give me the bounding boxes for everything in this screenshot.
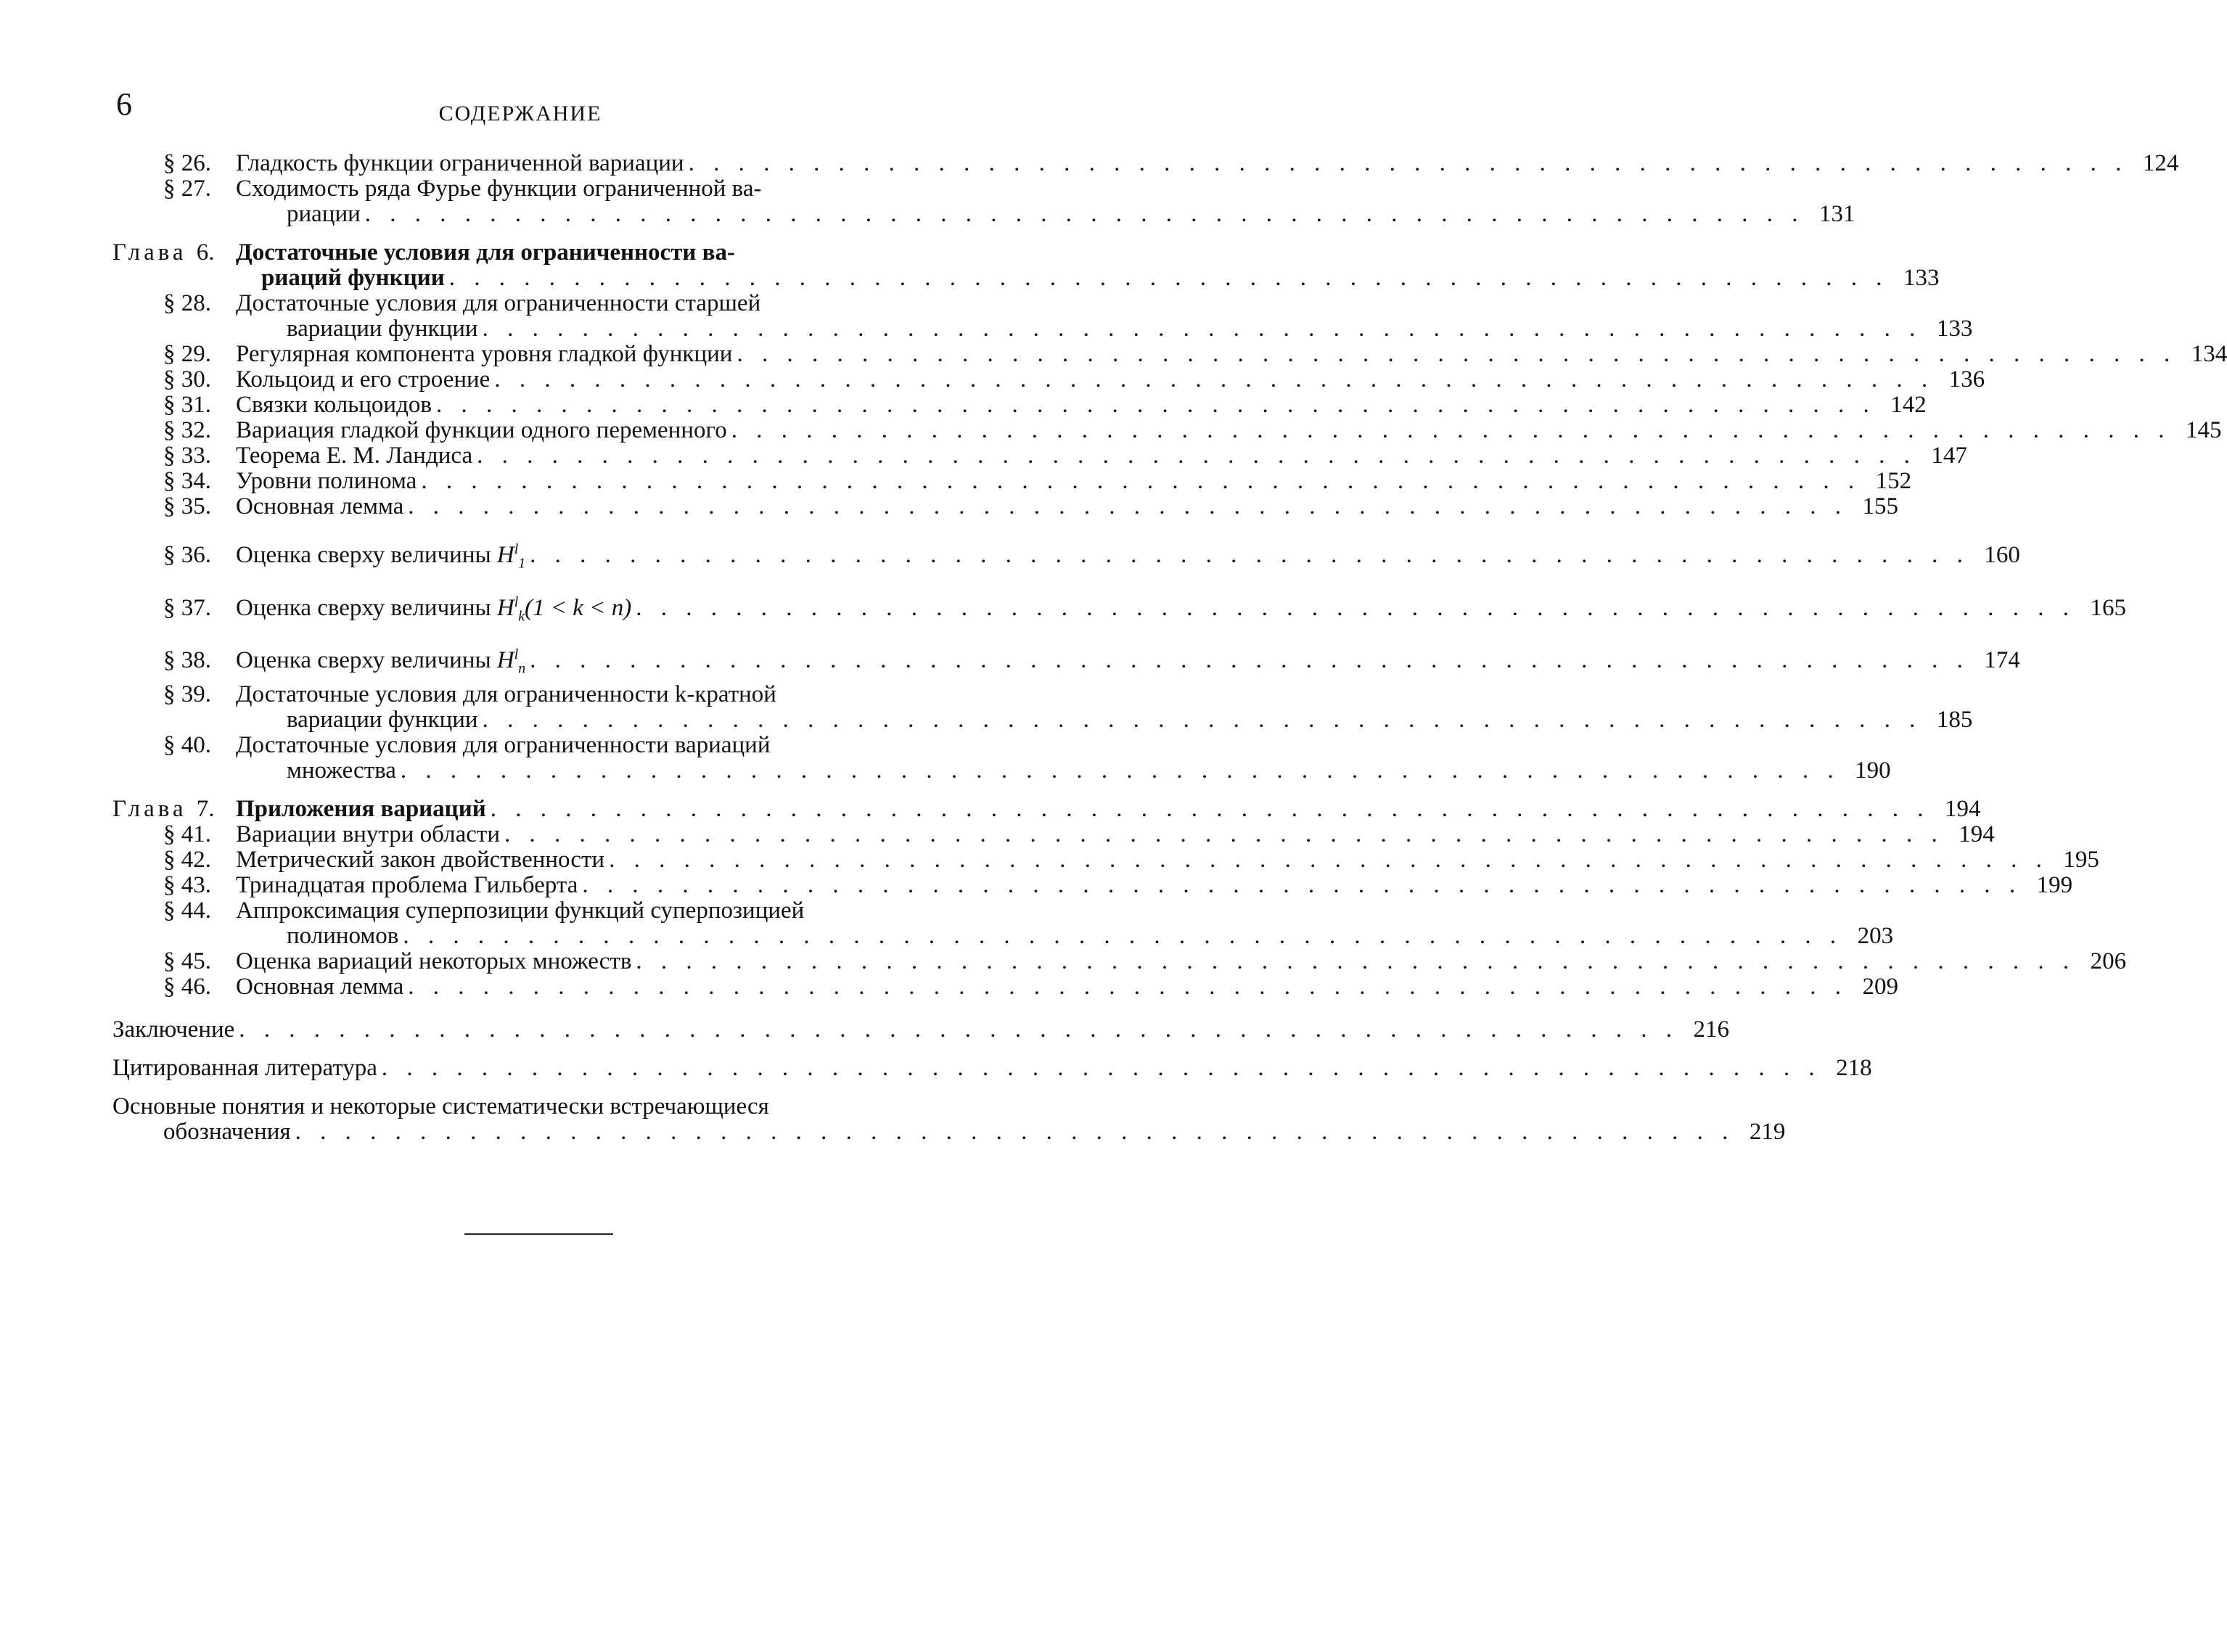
toc-entry-s35 (112, 493, 1899, 519)
section-title: Регулярная компонента уровня гладкой функции (236, 341, 733, 367)
section-title: Вариации внутри области (236, 821, 500, 847)
page-ref: 165 (2090, 594, 2126, 621)
entry-title: Основные понятия и некоторые систематически встречающиеся (112, 1093, 769, 1119)
section-number: § 41. (163, 821, 211, 847)
toc-entry-s41 (112, 821, 1995, 847)
chapter-title: Достаточные условия для ограниченности ва- (236, 239, 735, 266)
page-ref: 155 (1862, 493, 1899, 519)
page-ref: 195 (2063, 846, 2099, 873)
page-ref: 203 (1857, 922, 1894, 949)
entry-title: Заключение (112, 1016, 235, 1043)
running-head: СОДЕРЖАНИЕ (438, 102, 602, 126)
toc-entry-chapter-6 (112, 239, 1940, 291)
page-ref: 199 (2036, 871, 2073, 898)
section-title: Тринадцатая проблема Гильберта (236, 871, 578, 898)
section-number: § 36. (163, 542, 211, 568)
section-title-continued: полиномов (287, 922, 399, 949)
page-ref: 194 (1959, 821, 1995, 847)
section-title: Аппроксимация суперпозиции функций суперпозицией (236, 897, 805, 924)
math-expression: $H^l_n$ (496, 646, 526, 677)
page-ref: 136 (1948, 366, 1985, 393)
entry-title: Цитированная литература (112, 1054, 377, 1081)
chapter-label: Глава 6. (112, 239, 215, 266)
page-ref: 131 (1819, 201, 1855, 227)
section-title-continued: множества (287, 757, 396, 784)
page-ref: 216 (1693, 1016, 1730, 1043)
toc-entry-s26 (112, 150, 2179, 176)
toc-entry-s44 (112, 897, 1894, 949)
math-expression: $H^l_1$ (496, 541, 526, 572)
section-title: Оценка сверху величины $H^l_1$ (236, 541, 526, 572)
page-ref: 190 (1855, 757, 1891, 784)
toc-entry-s36 (112, 537, 2020, 577)
page-ref: 147 (1931, 443, 1967, 469)
section-number: § 39. (163, 681, 211, 707)
section-title: Достаточные условия для ограниченности старшей (236, 290, 761, 316)
page-ref: 160 (1984, 542, 2020, 568)
toc-entry-s31 (112, 392, 1927, 418)
section-number: § 35. (163, 493, 211, 519)
section-title: Сходимость ряда Фурье функции ограниченной ва- (236, 176, 762, 202)
toc-entry-s38 (112, 642, 2020, 682)
toc-entry-s42 (112, 846, 2099, 873)
table-of-contents (112, 150, 2227, 1145)
toc-entry-s30 (112, 366, 1985, 393)
section-number: § 34. (163, 468, 211, 494)
section-title: Достаточные условия для ограниченности k-кратной (236, 681, 776, 707)
section-number: § 43. (163, 871, 211, 898)
toc-entry-s45 (112, 948, 2127, 974)
section-title: Основная лемма (236, 493, 404, 519)
section-number: § 31. (163, 392, 211, 418)
toc-entry-s29 (112, 341, 2227, 367)
page-ref: 145 (2185, 417, 2222, 443)
page-ref: 218 (1836, 1054, 1872, 1081)
toc-entry-s46 (112, 973, 1899, 1000)
page-ref: 206 (2090, 948, 2127, 974)
toc-entry-s34 (112, 468, 1912, 494)
toc-entry-s40 (112, 731, 1891, 784)
section-title: Оценка вариаций некоторых множеств (236, 948, 632, 974)
section-number: § 45. (163, 948, 211, 974)
section-number: § 29. (163, 341, 211, 367)
toc-entry-s37 (112, 590, 2126, 630)
toc-entry-chapter-7 (112, 795, 1981, 822)
toc-entry-s43 (112, 871, 2073, 898)
toc-entry-s28 (112, 290, 1973, 342)
toc-entry-notation (112, 1093, 1786, 1145)
section-title-continued: вариации функции (287, 706, 478, 733)
section-number: § 30. (163, 366, 211, 393)
section-number: § 40. (163, 731, 211, 758)
page-ref: 124 (2142, 150, 2179, 176)
page-ref: 134 (2191, 341, 2227, 367)
section-title: Метрический закон двойственности (236, 846, 605, 873)
section-title: Достаточные условия для ограниченности вариаций (236, 731, 771, 758)
chapter-label: Глава 7. (112, 795, 215, 822)
section-number: § 32. (163, 417, 211, 443)
section-title-continued: вариации функции (287, 316, 478, 342)
toc-entry-references (112, 1054, 1872, 1081)
page-ref: 194 (1944, 795, 1981, 822)
section-number: § 44. (163, 897, 211, 924)
page-ref: 219 (1749, 1118, 1786, 1145)
section-title: Теорема Е. М. Ландиса (236, 443, 473, 469)
section-title: Уровни полинома (236, 468, 417, 494)
toc-entry-s27 (112, 176, 1855, 227)
page-ref: 209 (1862, 973, 1899, 1000)
section-title: Связки кольцоидов (236, 392, 432, 418)
page-ref: 185 (1936, 706, 1973, 733)
section-number: § 26. (163, 150, 211, 176)
section-number: § 28. (163, 290, 211, 316)
page-ref: 152 (1875, 468, 1912, 494)
chapter-title-continued: риаций функции (261, 265, 445, 291)
toc-entry-s39 (112, 681, 1973, 733)
section-title: Основная лемма (236, 973, 404, 1000)
page-number: 6 (116, 86, 132, 122)
toc-entry-s33 (112, 443, 1967, 469)
page-ref: 142 (1890, 392, 1927, 418)
page-ref: 174 (1984, 647, 2020, 674)
section-number: § 38. (163, 647, 211, 674)
math-expression: $H^l_k(1 < k < n)$ (496, 593, 632, 625)
section-number: § 46. (163, 973, 211, 1000)
page-ref: 133 (1936, 316, 1973, 342)
toc-entry-s32 (112, 417, 2222, 443)
entry-title-continued: обозначения (163, 1118, 291, 1145)
page-ref: 133 (1903, 265, 1940, 291)
end-rule (464, 1233, 613, 1235)
section-number: § 42. (163, 846, 211, 873)
section-title: Кольцоид и его строение (236, 366, 491, 393)
toc-entry-conclusion (112, 1016, 1730, 1043)
section-title: Оценка сверху величины $H^l_k(1 < k < n)$ (236, 593, 632, 625)
section-title-continued: риации (287, 201, 361, 227)
section-title: Вариация гладкой функции одного переменного (236, 417, 727, 443)
section-title: Гладкость функции ограниченной вариации (236, 150, 684, 176)
section-number: § 37. (163, 594, 211, 621)
section-number: § 27. (163, 176, 211, 202)
section-title: Оценка сверху величины $H^l_n$ (236, 646, 526, 677)
section-number: § 33. (163, 443, 211, 469)
chapter-title: Приложения вариаций (236, 795, 486, 822)
